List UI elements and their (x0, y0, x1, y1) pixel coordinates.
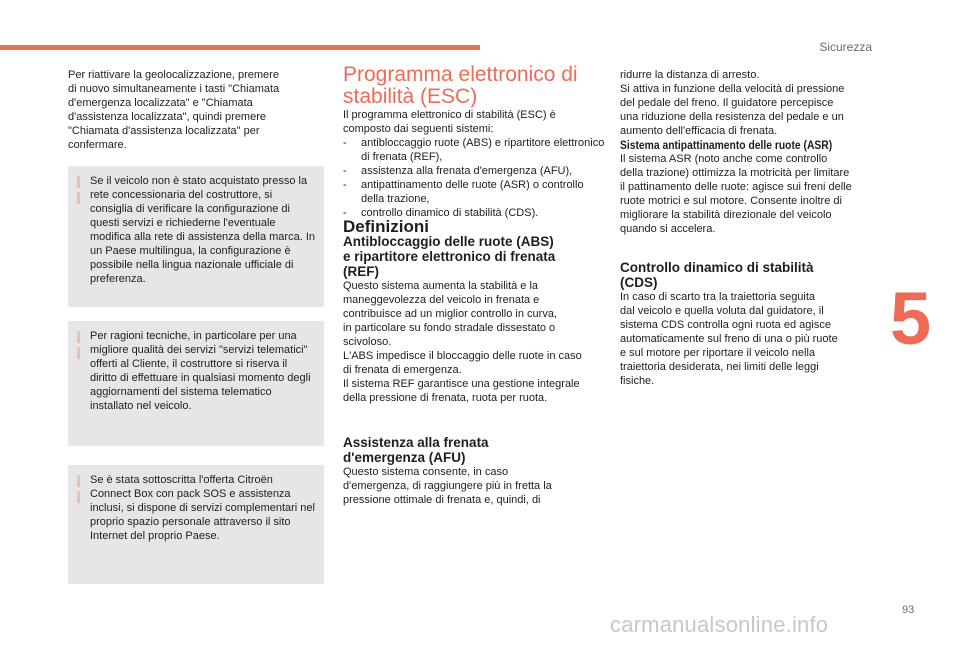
info-note-text: Se il veicolo non è stato acquistato presso la rete concessionaria del costruttore, si consiglia di verificare la configurazione di questi servizi e richiederne l'eventuale modifica alla rete di assistenza della marca. In un Paese multilingua, la configurazione è possibile nella lingua nazionale ufficiale di preferenza. (90, 175, 315, 285)
column-right (620, 68, 880, 388)
info-note (68, 166, 324, 307)
afu-text-continued: ridurre la distanza di arresto. Si attiva in funzione della velocità di pressione del pedale del freno. Il guidatore percepisce una riduzione della resistenza del pedale e un aumento dell'efficacia di frenata. (620, 69, 845, 137)
list-item: - antipattinamento delle ruote (ASR) o controllo della trazione, (343, 178, 605, 206)
info-icon (77, 331, 80, 343)
section-title: Sicurezza (819, 40, 872, 54)
afu-text: Questo sistema consente, in caso d'emergenza, di raggiungere più in fretta la pressione ottimale di frenata e, quindi, di (343, 466, 552, 506)
info-note-text: Per ragioni tecniche, in particolare per una migliore qualità dei servizi "servizi telematici" offerti al Cliente, il costruttore si riserva il diritto di effettuare in qualsiasi momento degli aggiornamenti del sistema telematico installato nel veicolo. (90, 330, 311, 412)
info-note (68, 465, 324, 584)
cds-heading: Controllo dinamico di stabilità (CDS) (620, 260, 814, 290)
column-left (68, 68, 324, 584)
info-icon (77, 475, 80, 487)
info-note-text: Se è stata sottoscritta l'offerta Citroën Connect Box con pack SOS e assistenza inclusi, si dispone di servizi complementari nel proprio spazio personale attraverso il sito Internet del proprio Paese. (90, 474, 315, 542)
header-accent-bar (0, 45, 480, 50)
definitions-heading: Definizioni (343, 217, 429, 236)
info-note (68, 321, 324, 446)
info-icon (77, 176, 80, 188)
page-number: 93 (902, 604, 915, 616)
page-title: Programma elettronico di stabilità (ESC) (343, 63, 578, 108)
geolocation-paragraph: Per riattivare la geolocalizzazione, premere di nuovo simultaneamente i tasti "Chiamata d'emergenza localizzata" e "Chiamata d'assistenza localizzata", quindi premere "Chiamata d'assistenza localizzata" per confermare. (68, 69, 280, 151)
list-item: - assistenza alla frenata d'emergenza (AFU), (343, 164, 605, 178)
watermark: carmanualsonline.info (610, 612, 829, 637)
list-item: - antibloccaggio ruote (ABS) e ripartitore elettronico di frenata (REF), (343, 136, 605, 164)
afu-heading: Assistenza alla frenata d'emergenza (AFU) (343, 435, 489, 465)
abs-text: Questo sistema aumenta la stabilità e la maneggevolezza del veicolo in frenata e contribuisce ad un miglior controllo in curva, in particolare su fondo stradale dissestato o scivoloso. L'ABS impedisce il bloccaggio delle ruote in caso di frenata di emergenza. Il sistema REF garantisce una gestione integrale della pressione di frenata, ruota per ruota. (343, 280, 582, 404)
asr-text: Il sistema ASR (noto anche come controllo della trazione) ottimizza la motricità per limitare il pattinamento delle ruote: agisce sui freni delle ruote motrici e sul motore. Consente inoltre di migliorare la stabilità direzionale del veicolo quando si accelera. (620, 153, 852, 235)
cds-text: In caso di scarto tra la traiettoria seguita dal veicolo e quella voluta dal guidatore, il sistema CDS controlla ogni ruota ed agisce automaticamente sul freno di una o più ruote e sul motore per riportare il veicolo nella traiettoria desiderata, nei limiti delle leggi fisiche. (620, 291, 838, 387)
esc-intro: Il programma elettronico di stabilità (ESC) è composto dai seguenti sistemi: (343, 109, 556, 135)
abs-heading: Antibloccaggio delle ruote (ABS) e ripartitore elettronico di frenata (REF) (343, 234, 556, 279)
list-item: - controllo dinamico di stabilità (CDS). (343, 206, 605, 220)
asr-heading: Sistema antipattinamento delle ruote (ASR) (620, 138, 833, 152)
chapter-number: 5 (890, 277, 932, 360)
column-middle (343, 64, 605, 507)
systems-list (343, 136, 605, 220)
